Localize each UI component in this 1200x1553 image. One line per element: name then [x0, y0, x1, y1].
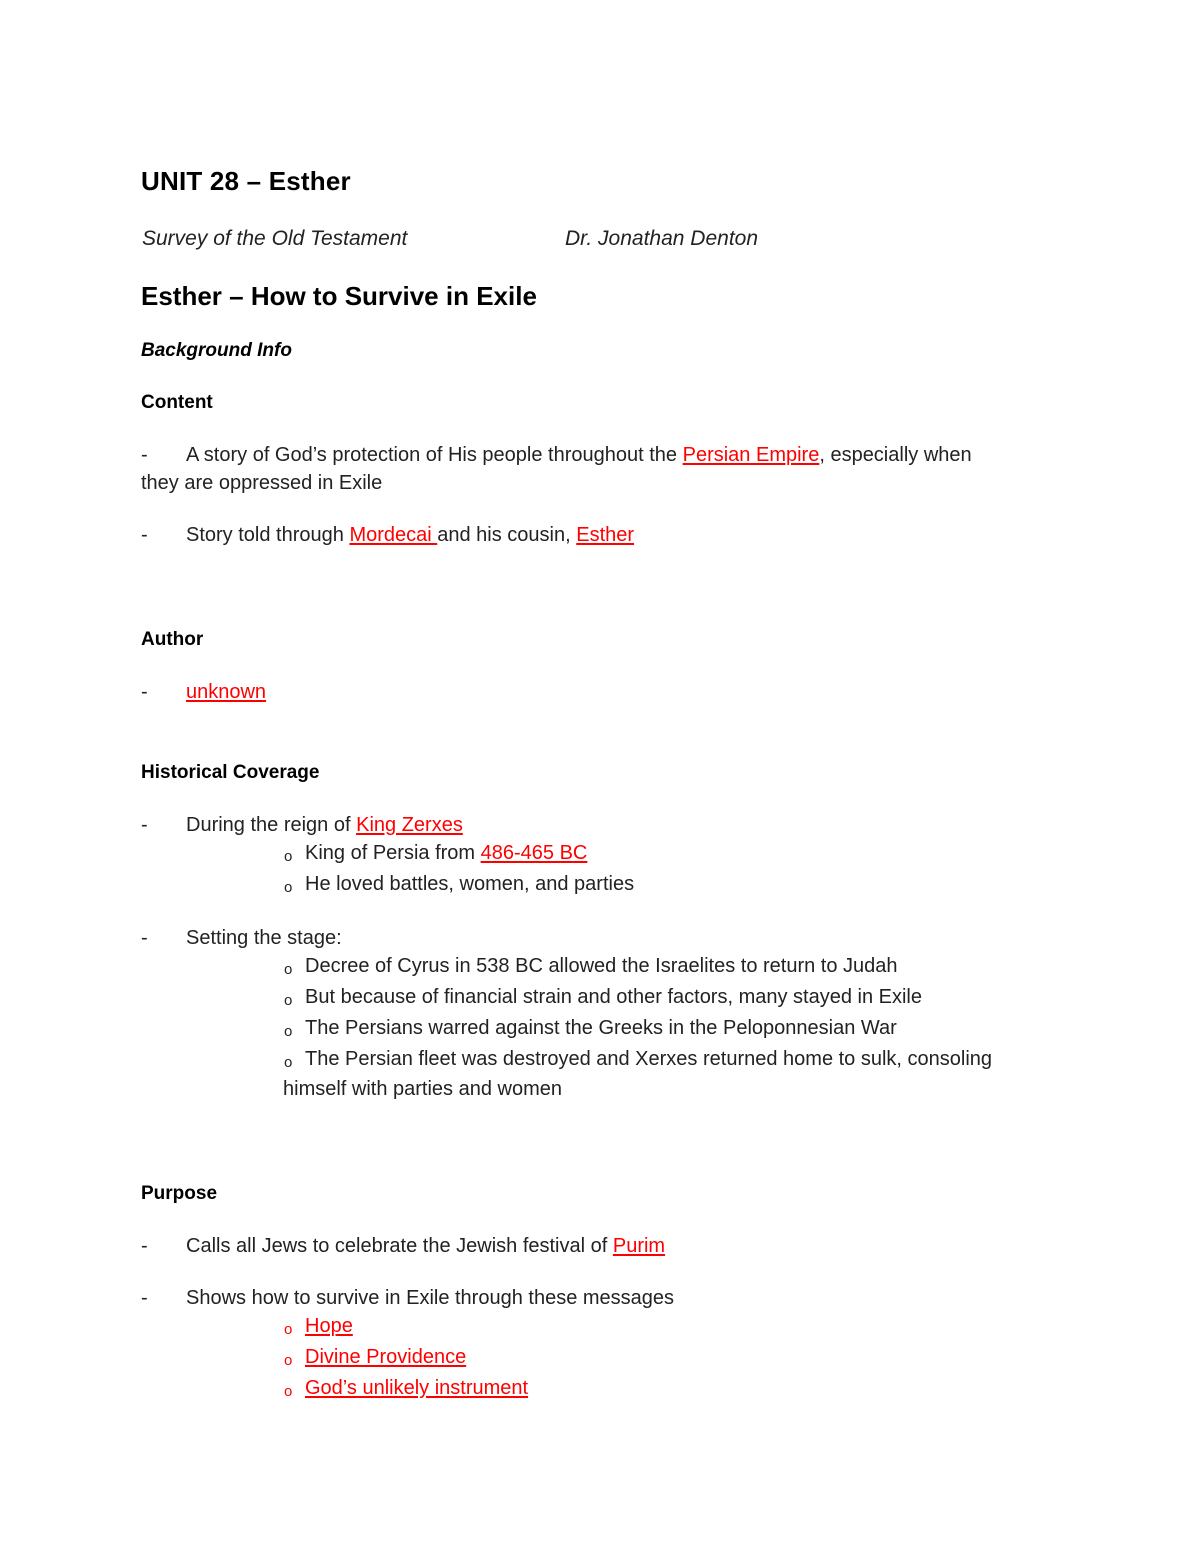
author-heading: Author	[141, 629, 204, 650]
bullet-marker: o	[284, 1383, 293, 1400]
dash-marker: -	[141, 444, 148, 466]
purim-link[interactable]: Purim	[612, 1235, 666, 1257]
background-heading: Background Info	[141, 340, 292, 361]
persian-empire-link[interactable]: Persian Empire	[682, 444, 820, 466]
bullet-marker: o	[284, 848, 293, 865]
content-item-1-text-end: , especially when	[819, 444, 972, 466]
purpose-item-2: Shows how to survive in Exile through these messages	[186, 1287, 675, 1309]
content-item-2-text-mid: and his cousin,	[437, 524, 577, 546]
historical-item-1-text: During the reign of	[186, 814, 357, 836]
unlikely-instrument-link[interactable]: God’s unlikely instrument	[305, 1377, 529, 1399]
historical-sub-6-line2: himself with parties and women	[283, 1078, 563, 1100]
bullet-marker: o	[284, 1352, 293, 1369]
historical-sub-1-text: King of Persia from	[305, 842, 481, 864]
purpose-item-1-text: Calls all Jews to celebrate the Jewish festival of	[186, 1235, 613, 1257]
purpose-heading: Purpose	[141, 1183, 218, 1204]
dash-marker: -	[141, 814, 148, 836]
content-item-2	[186, 524, 634, 547]
content-item-1-text: A story of God’s protection of His people throughout the	[186, 444, 683, 466]
bullet-marker: o	[284, 1321, 293, 1338]
historical-item-1	[186, 814, 463, 837]
date-range-link[interactable]: 486-465 BC	[480, 842, 588, 864]
bullet-marker: o	[284, 879, 293, 896]
dash-marker: -	[141, 927, 148, 949]
course-name: Survey of the Old Testament	[142, 227, 408, 250]
bullet-marker: o	[284, 961, 293, 978]
dash-marker: -	[141, 1235, 148, 1257]
bullet-marker: o	[284, 992, 293, 1009]
author-item-1	[186, 681, 266, 704]
purpose-sub-3	[305, 1377, 528, 1400]
unknown-link[interactable]: unknown	[186, 681, 267, 703]
section-heading: Esther – How to Survive in Exile	[141, 281, 537, 311]
historical-sub-3: Decree of Cyrus in 538 BC allowed the Israelites to return to Judah	[305, 955, 898, 977]
historical-sub-4: But because of financial strain and other factors, many stayed in Exile	[305, 986, 923, 1008]
page-title: UNIT 28 – Esther	[141, 166, 351, 196]
historical-sub-1	[305, 842, 587, 865]
dash-marker: -	[141, 1287, 148, 1309]
instructor-name: Dr. Jonathan Denton	[565, 227, 759, 250]
content-item-1-line2: they are oppressed in Exile	[141, 472, 383, 494]
content-item-2-text: Story told through	[186, 524, 350, 546]
historical-item-2: Setting the stage:	[186, 927, 342, 949]
dash-marker: -	[141, 524, 148, 546]
purpose-sub-2	[305, 1346, 466, 1369]
purpose-sub-1	[305, 1315, 353, 1338]
bullet-marker: o	[284, 1054, 293, 1071]
mordecai-link[interactable]: Mordecai	[349, 524, 438, 546]
king-zerxes-link[interactable]: King Zerxes	[356, 814, 463, 836]
content-item-1	[186, 444, 972, 467]
purpose-item-1	[186, 1235, 665, 1258]
historical-sub-5: The Persians warred against the Greeks in the Peloponnesian War	[305, 1017, 897, 1039]
dash-marker: -	[141, 681, 148, 703]
historical-heading: Historical Coverage	[141, 762, 320, 783]
bullet-marker: o	[284, 1023, 293, 1040]
content-heading: Content	[141, 392, 213, 413]
hope-link[interactable]: Hope	[305, 1315, 353, 1337]
esther-link[interactable]: Esther	[576, 524, 635, 546]
historical-sub-2: He loved battles, women, and parties	[305, 873, 635, 895]
historical-sub-6: The Persian fleet was destroyed and Xerxes returned home to sulk, consoling	[305, 1048, 993, 1070]
divine-providence-link[interactable]: Divine Providence	[305, 1346, 467, 1368]
